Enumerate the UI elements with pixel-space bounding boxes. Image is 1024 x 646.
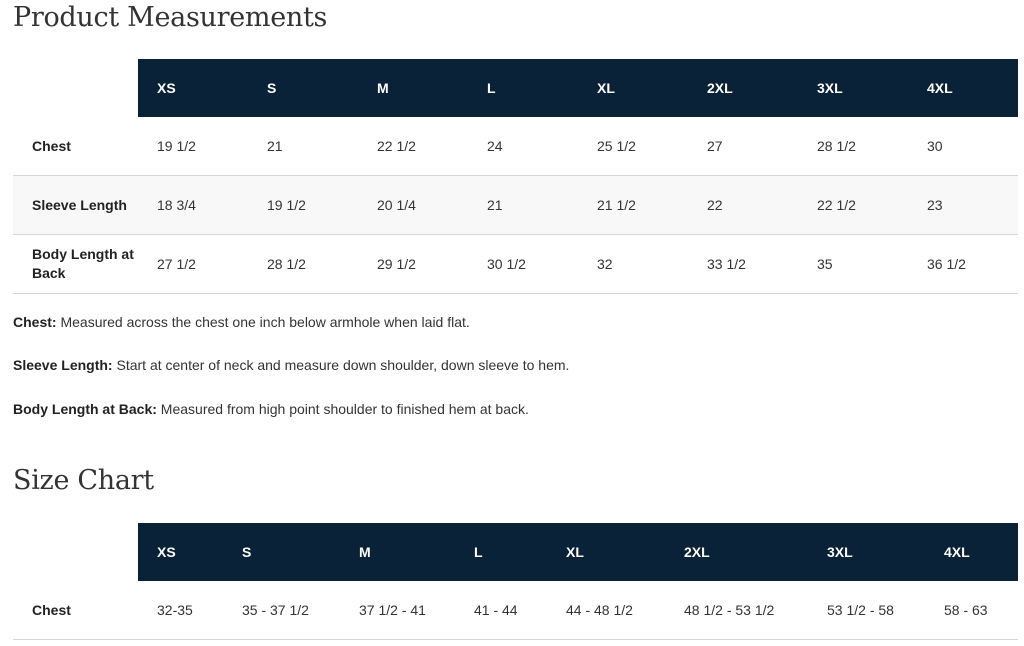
table-cell: 19 1/2 bbox=[138, 117, 248, 176]
table-row-chest bbox=[13, 117, 1018, 176]
table-header-row bbox=[13, 59, 1018, 117]
table-cell: 58 - 63 bbox=[925, 581, 1018, 640]
table-cell: 21 bbox=[248, 117, 358, 176]
size-header-4xl: 4XL bbox=[925, 523, 1018, 581]
row-label: Body Length at Back bbox=[13, 235, 138, 294]
size-chart-table bbox=[13, 523, 1018, 640]
note-chest bbox=[13, 314, 470, 330]
product-measurements-table bbox=[13, 59, 1018, 294]
table-cell: 44 - 48 1/2 bbox=[547, 581, 665, 640]
row-label: Sleeve Length bbox=[13, 176, 138, 235]
table-cell: 27 1/2 bbox=[138, 235, 248, 294]
size-header-l: L bbox=[468, 59, 578, 117]
note-text: Start at center of neck and measure down shoulder, down sleeve to hem. bbox=[116, 357, 570, 373]
table-cell: 29 1/2 bbox=[358, 235, 468, 294]
table-cell: 53 1/2 - 58 bbox=[808, 581, 925, 640]
table-cell: 27 bbox=[688, 117, 798, 176]
size-header-2xl: 2XL bbox=[688, 59, 798, 117]
table-cell: 22 1/2 bbox=[358, 117, 468, 176]
table-cell: 21 1/2 bbox=[578, 176, 688, 235]
table-row-body-length bbox=[13, 235, 1018, 294]
note-text: Measured across the chest one inch below armhole when laid flat. bbox=[60, 314, 470, 330]
table-cell: 21 bbox=[468, 176, 578, 235]
size-header-xs: XS bbox=[138, 523, 223, 581]
table-cell: 22 1/2 bbox=[798, 176, 908, 235]
table-row-chest bbox=[13, 581, 1018, 640]
table-cell: 33 1/2 bbox=[688, 235, 798, 294]
header-corner-cell bbox=[13, 59, 138, 117]
size-header-s: S bbox=[223, 523, 340, 581]
size-header-m: M bbox=[340, 523, 455, 581]
size-header-xl: XL bbox=[547, 523, 665, 581]
header-corner-cell bbox=[13, 523, 138, 581]
size-header-xl: XL bbox=[578, 59, 688, 117]
product-measurements-title: Product Measurements bbox=[13, 2, 328, 33]
size-header-xs: XS bbox=[138, 59, 248, 117]
table-cell: 25 1/2 bbox=[578, 117, 688, 176]
table-cell: 30 bbox=[908, 117, 1018, 176]
size-header-s: S bbox=[248, 59, 358, 117]
table-cell: 30 1/2 bbox=[468, 235, 578, 294]
table-cell: 28 1/2 bbox=[248, 235, 358, 294]
table-cell: 32-35 bbox=[138, 581, 223, 640]
note-sleeve-length bbox=[13, 357, 569, 373]
note-body-length bbox=[13, 401, 529, 417]
note-text: Measured from high point shoulder to finished hem at back. bbox=[160, 401, 529, 417]
table-cell: 35 - 37 1/2 bbox=[223, 581, 340, 640]
note-term: Body Length at Back: bbox=[13, 401, 157, 417]
table-cell: 48 1/2 - 53 1/2 bbox=[665, 581, 808, 640]
table-cell: 32 bbox=[578, 235, 688, 294]
note-term: Sleeve Length: bbox=[13, 357, 113, 373]
size-header-m: M bbox=[358, 59, 468, 117]
table-cell: 24 bbox=[468, 117, 578, 176]
table-cell: 36 1/2 bbox=[908, 235, 1018, 294]
table-cell: 28 1/2 bbox=[798, 117, 908, 176]
size-header-2xl: 2XL bbox=[665, 523, 808, 581]
table-cell: 41 - 44 bbox=[455, 581, 547, 640]
note-term: Chest: bbox=[13, 314, 57, 330]
table-cell: 20 1/4 bbox=[358, 176, 468, 235]
table-cell: 19 1/2 bbox=[248, 176, 358, 235]
row-label: Chest bbox=[13, 117, 138, 176]
table-cell: 18 3/4 bbox=[138, 176, 248, 235]
size-chart-title: Size Chart bbox=[13, 465, 154, 496]
row-label: Chest bbox=[13, 581, 138, 640]
size-header-4xl: 4XL bbox=[908, 59, 1018, 117]
table-header-row bbox=[13, 523, 1018, 581]
table-cell: 37 1/2 - 41 bbox=[340, 581, 455, 640]
size-header-3xl: 3XL bbox=[808, 523, 925, 581]
table-row-sleeve-length bbox=[13, 176, 1018, 235]
table-cell: 22 bbox=[688, 176, 798, 235]
table-cell: 35 bbox=[798, 235, 908, 294]
size-header-3xl: 3XL bbox=[798, 59, 908, 117]
table-cell: 23 bbox=[908, 176, 1018, 235]
size-header-l: L bbox=[455, 523, 547, 581]
